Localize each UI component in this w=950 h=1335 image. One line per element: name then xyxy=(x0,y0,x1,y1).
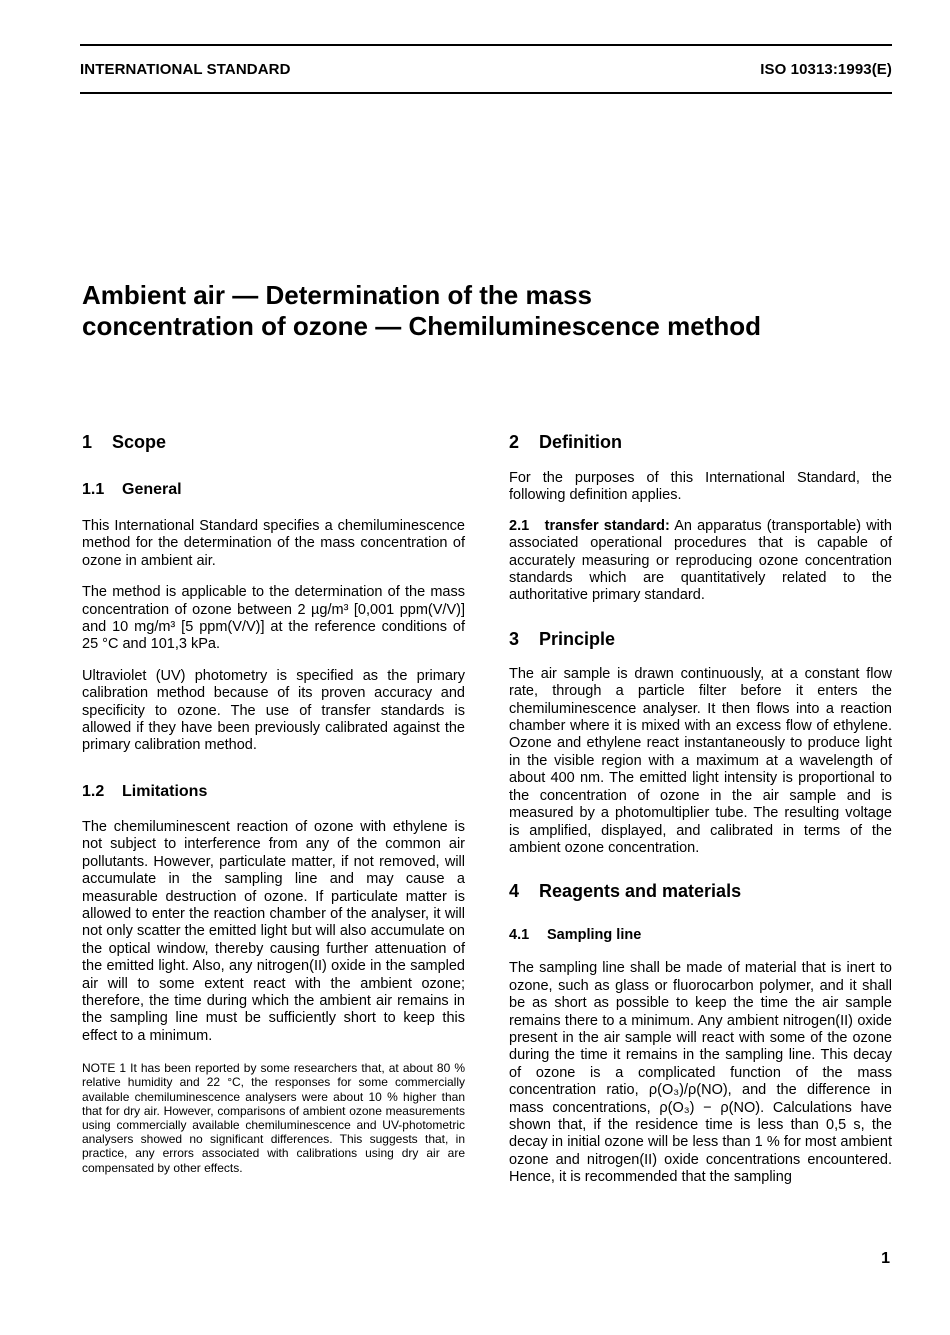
general-paragraph-1: This International Standard specifies a chemiluminescence method for the determination of the mass concentration of ozone in ambient air. xyxy=(82,518,465,569)
limitations-paragraph: The chemiluminescent reaction of ozone with ethylene is not subject to interference from any of the common air pollutants. However, particulate matter, if not removed, will accumulate in the sampling line and may cause a measurable destruction of ozone. If particulate matter is allowed to enter the reaction chamber of the analyser, it will not only scatter the emitted light but will also accumulate on the optical window, thereby causing further attenuation of the emitted light. Also, any nitrogen(II) oxide in the sampled air will to some extent react with the ambient ozone; therefore, the time during which the ambient air remains in the sampling line must be sufficiently short to keep this effect to a minimum. xyxy=(82,818,465,1044)
subsection-general-heading xyxy=(82,479,465,501)
section-scope-heading xyxy=(82,430,465,454)
right-column xyxy=(509,430,892,1187)
definition-intro: For the purposes of this International Standard, the following definition applies. xyxy=(509,470,892,504)
header-standard-label: INTERNATIONAL STANDARD xyxy=(80,61,291,78)
note-1: NOTE 1 It has been reported by some researchers that, at about 80 % relative humidity and 22 °C, the responses for some commercially available chemiluminescence analysers were about 10 % higher than that for dry air. However, comparisons of ambient ozone measurements using commercially available chemiluminescence and UV-photometric analysers showed no significant differences. This suggests that, in practice, any errors associated with calibrations using dry air are compensated by other effects. xyxy=(82,1061,465,1175)
section-number: 2 xyxy=(509,432,520,452)
subsection-limitations-heading xyxy=(82,781,465,803)
term-definition: An apparatus (transportable) with associated operational procedures that is capable of accurately measuring or reproducing ozone concentration standards which are quantitatively related to the authoritative primary standard. xyxy=(509,517,892,604)
general-paragraph-3: Ultraviolet (UV) photometry is specified as the primary calibration method because of its proven accuracy and specificity to ozone. The use of transfer standards is allowed if they have been previously calibrated against the primary calibration method. xyxy=(82,667,465,754)
subsection-title: General xyxy=(122,481,182,498)
document-title xyxy=(82,280,902,342)
general-paragraph-2: The method is applicable to the determination of the mass concentration of ozone between 2 µg/m³ [0,001 ppm(V/V)] and 10 mg/m³ [5 ppm(V/V)] at the reference conditions of 25 °C and 101,3 kPa. xyxy=(82,584,465,653)
section-number: 1 xyxy=(82,432,93,452)
section-title: Principle xyxy=(539,628,616,649)
section-title: Reagents and materials xyxy=(539,881,742,902)
subsection-title: Limitations xyxy=(122,782,208,800)
left-column xyxy=(82,430,465,1175)
section-title: Definition xyxy=(539,432,622,452)
title-line-2: concentration of ozone — Chemiluminescence method xyxy=(82,311,761,341)
principle-paragraph: The air sample is drawn continuously, at a constant flow rate, through a particle filter before it enters the chemiluminescence analyser. It then flows into a reaction chamber where it is mixed with an excess flow of ethylene. Ozone and ethylene react instantaneously to produce light in the visible region with a maximum at a wavelength of about 400 nm. The emitted light intensity is proportional to the concentration of ozone in the air sample and is measured by a photomultiplier tube. The resulting voltage is amplified, displayed, and calibrated in terms of the ambient ozone concentration. xyxy=(509,665,892,856)
term-number: 2.1 xyxy=(509,517,530,534)
section-title: Scope xyxy=(112,432,167,452)
subsection-number: 1.1 xyxy=(82,481,105,498)
section-principle-heading xyxy=(509,627,892,651)
section-definition-heading xyxy=(509,430,892,454)
sampling-line-paragraph: The sampling line shall be made of material that is inert to ozone, such as glass or fluorocarbon polymer, and it shall be as short as possible to keep the time the air sample remains there to a minimum. Any ambient nitrogen(II) oxide present in the air sample will react with some of the ozone during the time it remains in the sampling line. This decay of ozone is a complicated function of the mass concentration ratio, ρ(O₃)/ρ(NO), and the difference in mass concentrations, ρ(O₃) − ρ(NO). Calculations have shown that, if the residence time is less than 0,5 s, the decay in initial ozone will be less than 1 % for most ambient ozone and nitrogen(II) oxide concentrations encountered. Hence, it is recommended that the sampling xyxy=(509,960,892,1186)
section-number: 3 xyxy=(509,628,520,649)
definition-entry xyxy=(509,518,892,605)
subsection-number: 4.1 xyxy=(509,927,530,944)
page-number: 1 xyxy=(881,1250,890,1267)
header-document-number: ISO 10313:1993(E) xyxy=(760,61,892,78)
subsection-title: Sampling line xyxy=(547,927,642,944)
subsection-sampling-line-heading xyxy=(509,925,892,945)
term-name: transfer standard: xyxy=(544,517,670,534)
title-line-1: Ambient air — Determination of the mass xyxy=(82,280,592,310)
header-bottom-rule xyxy=(80,92,892,94)
subsection-number: 1.2 xyxy=(82,782,105,800)
section-reagents-heading xyxy=(509,879,892,903)
section-number: 4 xyxy=(509,881,520,902)
header-top-rule xyxy=(80,44,892,46)
